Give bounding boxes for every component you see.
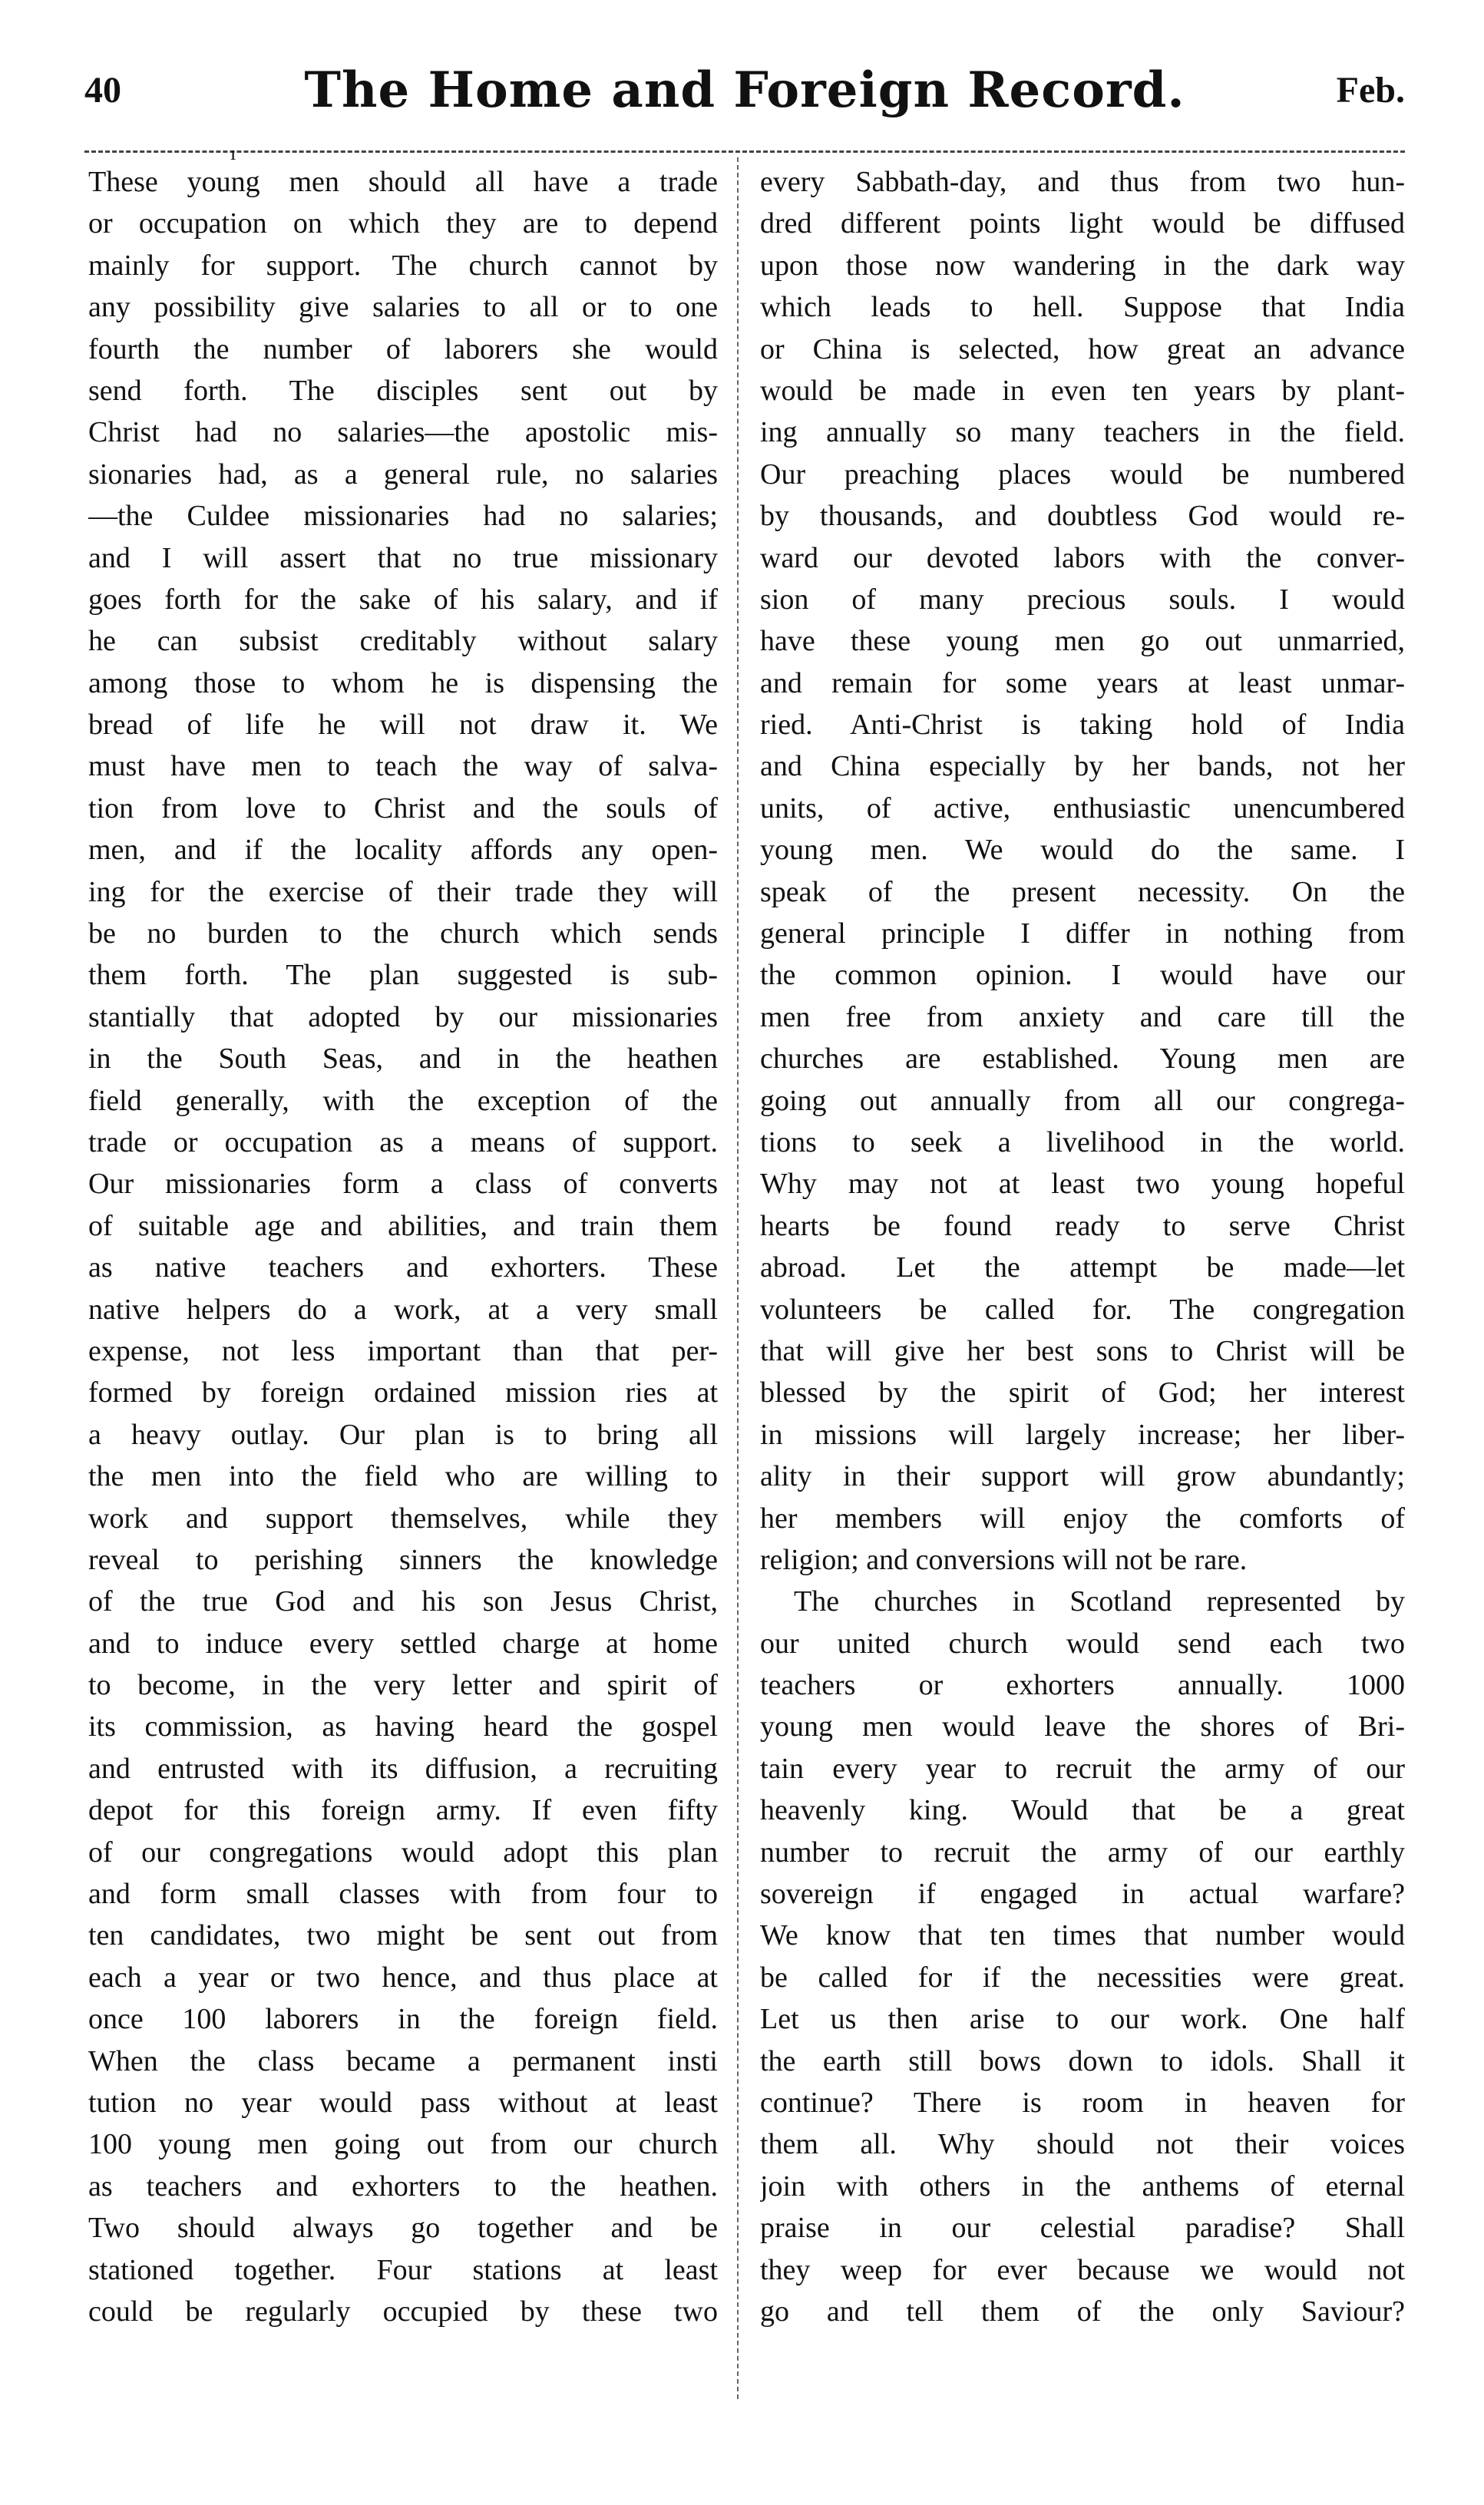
- text-line: of the true God and his son Jesus Christ,: [88, 1585, 718, 1618]
- text-line: in the South Seas, and in the heathen: [88, 1043, 718, 1076]
- text-line: men, and if the locality affords any open-: [88, 834, 718, 867]
- text-line: The churches in Scotland represented by: [794, 1585, 1405, 1618]
- text-line: join with others in the anthems of eternal: [760, 2170, 1405, 2203]
- text-line: Our preaching places would be numbered: [760, 458, 1405, 491]
- text-line: speak of the present necessity. On the: [760, 875, 1405, 908]
- text-line: teachers or exhorters annually. 1000: [760, 1669, 1405, 1702]
- text-line: units, of active, enthusiastic unencumbered: [760, 791, 1405, 825]
- text-line: heavenly king. Would that be a great: [760, 1794, 1405, 1827]
- text-line: tion from love to Christ and the souls of: [88, 791, 718, 825]
- text-line: would be made in even ten years by plant-: [760, 374, 1405, 407]
- text-line: Two should always go together and be: [88, 2212, 718, 2245]
- text-line: they weep for ever because we would not: [760, 2253, 1405, 2286]
- text-line: or occupation on which they are to depend: [88, 207, 718, 240]
- text-line: that will give her best sons to Christ will be: [760, 1334, 1405, 1367]
- text-line: sionaries had, as a general rule, no salaries: [88, 458, 718, 491]
- text-line: going out annually from all our congrega-: [760, 1084, 1405, 1117]
- text-line: any possibility give salaries to all or to one: [88, 291, 718, 324]
- text-line: or China is selected, how great an advance: [760, 332, 1405, 365]
- text-line: them all. Why should not their voices: [760, 2128, 1405, 2161]
- text-line: ried. Anti-Christ is taking hold of India: [760, 709, 1405, 742]
- text-line: upon those now wandering in the dark way: [760, 249, 1405, 282]
- running-title: The Home and Foreign Record.: [304, 61, 1185, 119]
- text-line: the men into the field who are willing to: [88, 1460, 718, 1493]
- text-line: her members will enjoy the comforts of: [760, 1502, 1405, 1535]
- text-line: continue? There is room in heaven for: [760, 2086, 1405, 2119]
- text-line: ten candidates, two might be sent out from: [88, 1919, 718, 1952]
- text-line: and to induce every settled charge at home: [88, 1627, 718, 1660]
- text-line: go and tell them of the only Saviour?: [760, 2295, 1405, 2328]
- text-line: its commission, as having heard the gospel: [88, 1710, 718, 1743]
- text-line: work and support themselves, while they: [88, 1502, 718, 1535]
- text-line: be called for if the necessities were great.: [760, 1961, 1405, 1994]
- text-line: Let us then arise to our work. One half: [760, 2003, 1405, 2036]
- text-line: as teachers and exhorters to the heathen.: [88, 2170, 718, 2203]
- text-line: a heavy outlay. Our plan is to bring all: [88, 1418, 718, 1451]
- text-line: These young men should all have a trade: [88, 166, 718, 198]
- text-line: the common opinion. I would have our: [760, 959, 1405, 992]
- text-line: native helpers do a work, at a very small: [88, 1293, 718, 1326]
- text-line: When the class became a permanent insti: [88, 2044, 718, 2077]
- text-line: send forth. The disciples sent out by: [88, 374, 718, 407]
- text-line: of our congregations would adopt this plan: [88, 1836, 718, 1869]
- text-line: number to recruit the army of our earthly: [760, 1836, 1405, 1869]
- text-line: bread of life he will not draw it. We: [88, 709, 718, 742]
- text-line: churches are established. Young men are: [760, 1043, 1405, 1076]
- text-line: stationed together. Four stations at least: [88, 2253, 718, 2286]
- text-line: young men. We would do the same. I: [760, 834, 1405, 867]
- text-line: volunteers be called for. The congregation: [760, 1293, 1405, 1326]
- text-line: Why may not at least two young hopeful: [760, 1168, 1405, 1201]
- text-line: each a year or two hence, and thus place at: [88, 1961, 718, 1994]
- text-line: of suitable age and abilities, and train them: [88, 1209, 718, 1242]
- left-column: [88, 161, 718, 2332]
- text-line: among those to whom he is dispensing the: [88, 666, 718, 699]
- text-line: We know that ten times that number would: [760, 1919, 1405, 1952]
- text-line: and remain for some years at least unmar-: [760, 666, 1405, 699]
- text-line: he can subsist creditably without salary: [88, 625, 718, 658]
- text-line: every Sabbath-day, and thus from two hun-: [760, 166, 1405, 198]
- text-line: in missions will largely increase; her liber-: [760, 1418, 1405, 1451]
- text-line: by thousands, and doubtless God would re-: [760, 500, 1405, 533]
- text-line: religion; and conversions will not be rare.: [760, 1543, 1248, 1576]
- text-line: have these young men go out unmarried,: [760, 625, 1405, 658]
- text-line: Christ had no salaries—the apostolic mis-: [88, 416, 718, 449]
- issue-month: Feb.: [1336, 70, 1405, 111]
- text-line: hearts be found ready to serve Christ: [760, 1209, 1405, 1242]
- text-line: and I will assert that no true missionary: [88, 541, 718, 574]
- text-line: stantially that adopted by our missionaries: [88, 1000, 718, 1033]
- text-line: ing annually so many teachers in the field.: [760, 416, 1405, 449]
- text-line: could be regularly occupied by these two: [88, 2295, 718, 2328]
- page-number: 40: [84, 70, 121, 111]
- text-line: tain every year to recruit the army of our: [760, 1752, 1405, 1785]
- text-line: depot for this foreign army. If even fifty: [88, 1794, 718, 1827]
- text-line: be no burden to the church which sends: [88, 917, 718, 950]
- text-line: Our missionaries form a class of converts: [88, 1168, 718, 1201]
- text-line: fourth the number of laborers she would: [88, 332, 718, 365]
- text-line: them forth. The plan suggested is sub-: [88, 959, 718, 992]
- text-line: and China especially by her bands, not her: [760, 750, 1405, 783]
- text-line: to become, in the very letter and spirit of: [88, 1669, 718, 1702]
- text-line: which leads to hell. Suppose that India: [760, 291, 1405, 324]
- text-line: reveal to perishing sinners the knowledge: [88, 1543, 718, 1576]
- right-column: [760, 161, 1405, 2332]
- text-line: ing for the exercise of their trade they will: [88, 875, 718, 908]
- text-line: once 100 laborers in the foreign field.: [88, 2003, 718, 2036]
- text-line: goes forth for the sake of his salary, and if: [88, 583, 718, 616]
- text-line: the earth still bows down to idols. Shall it: [760, 2044, 1405, 2077]
- text-line: tions to seek a livelihood in the world.: [760, 1125, 1405, 1158]
- text-line: men free from anxiety and care till the: [760, 1000, 1405, 1033]
- text-line: field generally, with the exception of the: [88, 1084, 718, 1117]
- text-line: sovereign if engaged in actual warfare?: [760, 1878, 1405, 1911]
- text-line: trade or occupation as a means of support.: [88, 1125, 718, 1158]
- page-header: [84, 61, 1405, 138]
- text-line: mainly for support. The church cannot by: [88, 249, 718, 282]
- text-line: ward our devoted labors with the conver-: [760, 541, 1405, 574]
- header-rule: [84, 150, 1405, 153]
- text-line: and form small classes with from four to: [88, 1878, 718, 1911]
- text-line: —the Culdee missionaries had no salaries;: [88, 500, 718, 533]
- text-line: expense, not less important than that per-: [88, 1334, 718, 1367]
- text-line: blessed by the spirit of God; her interest: [760, 1376, 1405, 1409]
- text-line: young men would leave the shores of Bri-: [760, 1710, 1405, 1743]
- text-line: sion of many precious souls. I would: [760, 583, 1405, 616]
- text-line: must have men to teach the way of salva-: [88, 750, 718, 783]
- text-line: praise in our celestial paradise? Shall: [760, 2212, 1405, 2245]
- text-line: formed by foreign ordained mission ries at: [88, 1376, 718, 1409]
- stray-mark: ı: [230, 142, 236, 164]
- text-line: as native teachers and exhorters. These: [88, 1251, 718, 1284]
- text-line: our united church would send each two: [760, 1627, 1405, 1660]
- text-line: tution no year would pass without at least: [88, 2086, 718, 2119]
- text-line: ality in their support will grow abundantly;: [760, 1460, 1405, 1493]
- text-line: abroad. Let the attempt be made—let: [760, 1251, 1405, 1284]
- column-divider: [737, 157, 739, 2399]
- text-line: general principle I differ in nothing from: [760, 917, 1405, 950]
- text-line: dred different points light would be diffused: [760, 207, 1405, 240]
- text-line: and entrusted with its diffusion, a recruiting: [88, 1752, 718, 1785]
- text-line: 100 young men going out from our church: [88, 2128, 718, 2161]
